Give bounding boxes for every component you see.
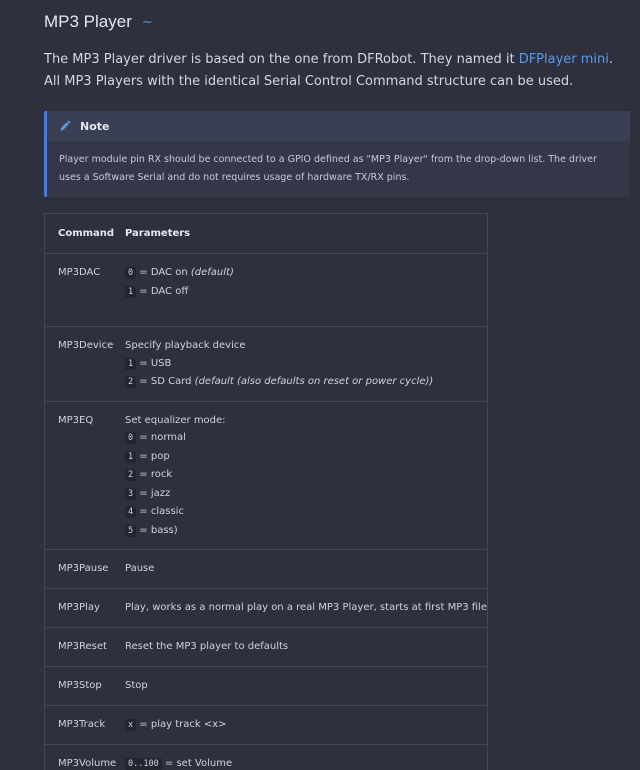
- command-cell: [45, 706, 126, 745]
- parameter-line: [125, 599, 487, 617]
- note-title: Note: [80, 119, 110, 133]
- column-header-command: Command: [45, 214, 126, 254]
- intro-text: The MP3 Player driver is based on the one from DFRobot. They named it: [44, 52, 519, 67]
- parameter-description: Stop: [125, 680, 148, 691]
- command-name: MP3EQ: [58, 414, 94, 426]
- parameter-line: [125, 503, 487, 522]
- parameter-description: Pause: [125, 563, 155, 574]
- table-row: [45, 745, 488, 770]
- command-name: MP3Device: [58, 340, 114, 351]
- parameters-cell: [125, 327, 488, 402]
- command-cell: [45, 550, 126, 589]
- table-row: [45, 254, 488, 327]
- parameters-cell: [125, 667, 488, 706]
- command-cell: [45, 628, 126, 667]
- parameter-value-code: 0: [125, 432, 136, 444]
- command-name: MP3Volume: [58, 758, 117, 769]
- intro-paragraph: [44, 49, 614, 93]
- parameter-description: = USB: [136, 357, 172, 369]
- parameter-description: = set Volume: [161, 758, 233, 769]
- pencil-icon: [59, 117, 72, 136]
- table-row: [45, 327, 488, 402]
- parameter-value-code: x: [125, 719, 136, 731]
- parameter-description: = jazz: [136, 487, 171, 499]
- parameter-line: [125, 283, 487, 302]
- command-cell: [45, 401, 126, 550]
- parameter-description: = play track <x>: [136, 719, 227, 730]
- parameter-description: = DAC off: [136, 285, 189, 297]
- page-title: MP3 Player: [44, 12, 132, 31]
- parameter-line: [125, 466, 487, 485]
- table-header-row: [45, 214, 488, 254]
- parameter-description: = SD Card: [136, 376, 195, 387]
- command-cell: [45, 667, 126, 706]
- command-cell: [45, 327, 126, 402]
- column-header-parameters: Parameters: [125, 214, 488, 254]
- parameter-description: Reset the MP3 player to defaults: [125, 641, 289, 652]
- parameter-line: [125, 560, 487, 578]
- command-name: MP3Play: [58, 602, 100, 613]
- parameter-line: [125, 677, 487, 695]
- parameter-description: Specify playback device: [125, 340, 246, 351]
- parameter-value-code: 0: [125, 267, 136, 279]
- parameter-description: Set equalizer mode:: [125, 414, 226, 426]
- parameter-line: [125, 638, 487, 656]
- section-heading: [44, 12, 153, 32]
- heading-anchor-link[interactable]: ~: [141, 14, 153, 30]
- table-row: [45, 550, 488, 589]
- parameter-description: = bass): [136, 524, 178, 536]
- command-name: MP3Reset: [58, 641, 107, 652]
- command-cell: [45, 589, 126, 628]
- command-name: MP3Track: [58, 719, 106, 730]
- parameter-description: = rock: [136, 469, 173, 480]
- parameter-line: [125, 429, 487, 448]
- parameter-description: = normal: [136, 432, 186, 443]
- command-table-body: [45, 254, 488, 770]
- parameter-line: [125, 264, 487, 283]
- table-row: [45, 401, 488, 550]
- parameters-cell: [125, 706, 488, 745]
- parameter-value-code: 5: [125, 525, 136, 537]
- command-table: [44, 213, 488, 770]
- parameter-description: = DAC on: [136, 267, 191, 278]
- table-row: [45, 706, 488, 745]
- note-admonition: [44, 111, 630, 197]
- intro-text-end: . All MP3 Players with the identical Serial Control Command structure can be used.: [44, 52, 614, 89]
- note-header: [47, 111, 630, 141]
- parameter-line: [125, 755, 487, 770]
- parameter-value-code: 1: [125, 358, 136, 370]
- table-row: [45, 667, 488, 706]
- command-cell: [45, 254, 126, 327]
- parameters-cell: [125, 550, 488, 589]
- parameter-line: [125, 373, 487, 392]
- parameter-line: [125, 412, 487, 430]
- table-row: [45, 589, 488, 628]
- parameter-value-code: 2: [125, 469, 136, 481]
- parameters-cell: [125, 254, 488, 327]
- note-body: Player module pin RX should be connected to a GPIO defined as "MP3 Player" from the drop-down list. The driver uses a Software Serial and do not requires usage of hardware TX/RX pins.: [59, 154, 597, 183]
- parameter-line: [125, 355, 487, 374]
- parameter-note: (default (also defaults on reset or power cycle)): [194, 376, 434, 387]
- parameter-value-code: 0..100: [125, 758, 162, 770]
- parameter-description: = pop: [136, 450, 170, 462]
- parameter-note: (default): [190, 267, 234, 278]
- parameter-value-code: 4: [125, 506, 136, 518]
- parameter-line: [125, 716, 487, 735]
- parameters-cell: [125, 745, 488, 770]
- parameter-line: [125, 448, 487, 467]
- command-cell: [45, 745, 126, 770]
- parameter-line: [125, 337, 487, 355]
- parameter-description: = classic: [136, 506, 184, 517]
- parameters-cell: [125, 589, 488, 628]
- dfplayer-mini-link[interactable]: DFPlayer mini: [518, 52, 609, 67]
- parameters-cell: [125, 628, 488, 667]
- parameter-line: [125, 522, 487, 541]
- command-name: MP3Pause: [58, 563, 109, 574]
- parameter-description: Play, works as a normal play on a real MP3 Player, starts at first MP3 file: [125, 602, 487, 613]
- parameter-line: [125, 485, 487, 504]
- command-name: MP3DAC: [58, 267, 101, 278]
- parameters-cell: [125, 401, 488, 550]
- parameter-value-code: 3: [125, 488, 136, 500]
- parameter-value-code: 2: [125, 376, 136, 388]
- parameter-value-code: 1: [125, 286, 136, 298]
- command-name: MP3Stop: [58, 680, 102, 691]
- table-row: [45, 628, 488, 667]
- parameter-value-code: 1: [125, 451, 136, 463]
